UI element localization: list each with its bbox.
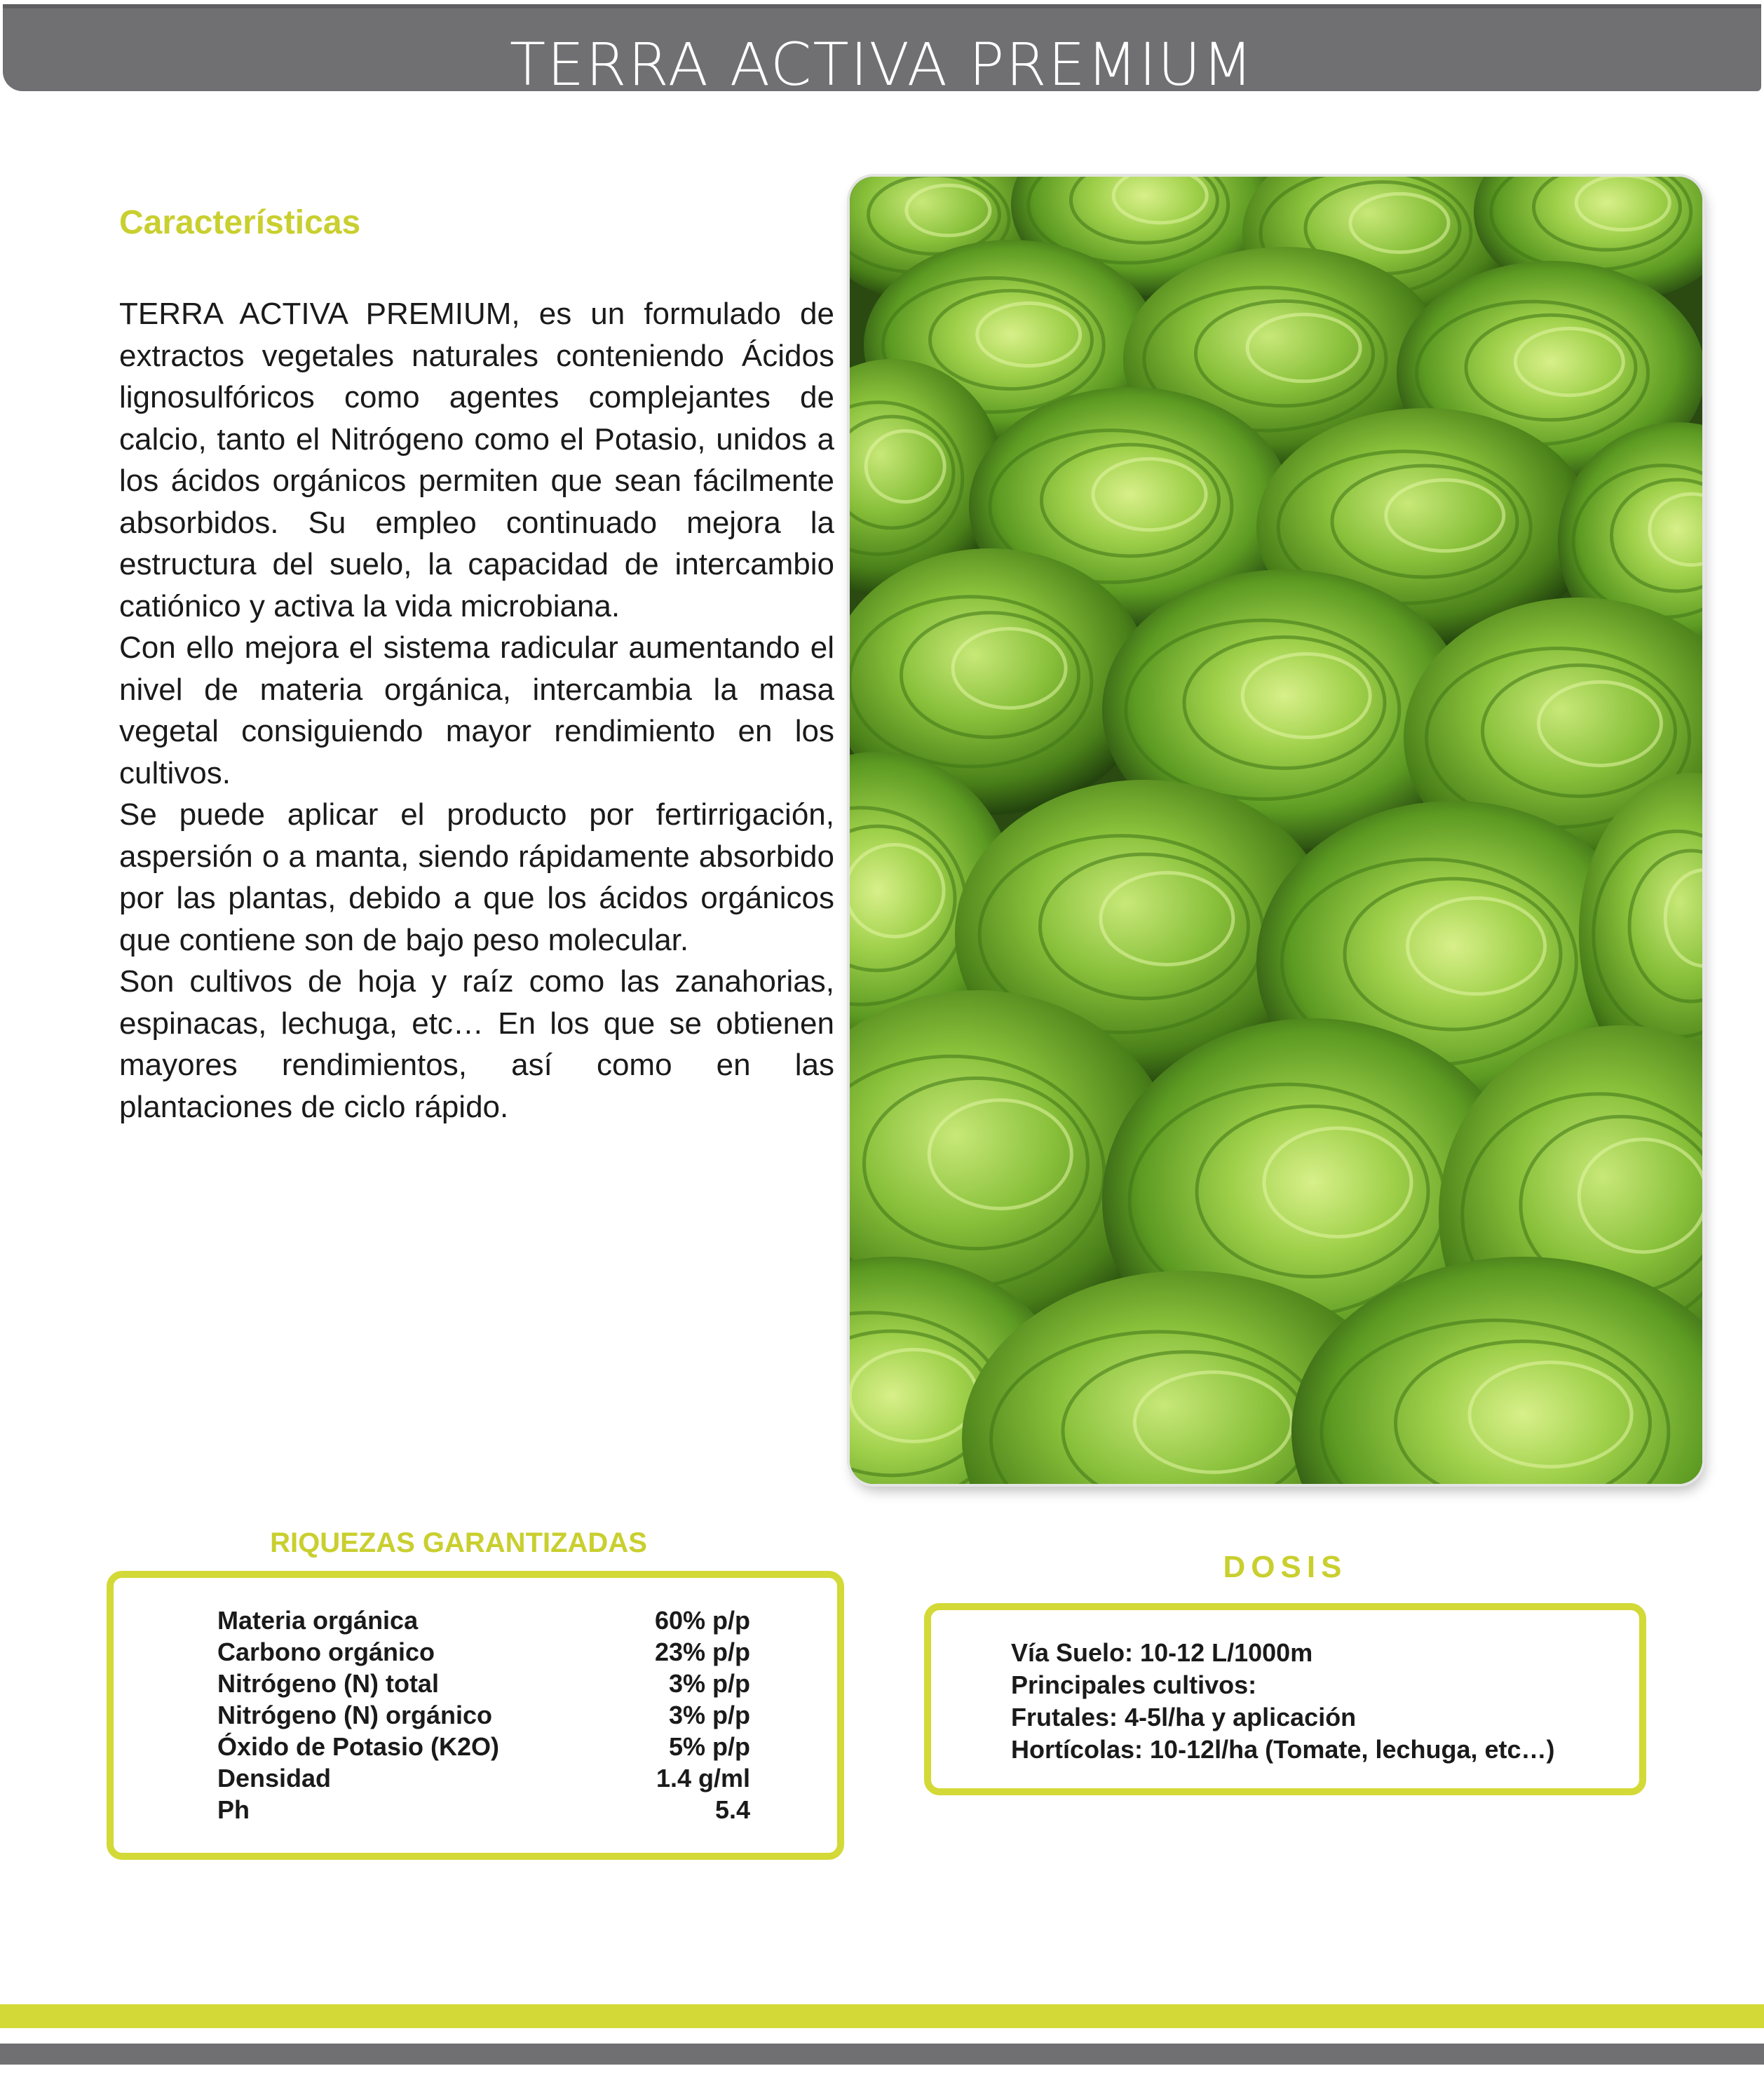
riqueza-label: Óxido de Potasio (K2O) [217, 1732, 500, 1761]
body-paragraph: Se puede aplicar el producto por fertirrigación, aspersión o a manta, siendo rápidamente absorbido por las plantas, debido a que los ácidos orgánicos que contiene son de bajo peso molecular. [119, 797, 834, 957]
riquezas-title: RIQUEZAS GARANTIZADAS [270, 1527, 647, 1558]
body-paragraph: TERRA ACTIVA PREMIUM, es un formulado de extractos vegetales naturales conteniendo Ácidos lignosulfóricos como agentes complejantes de calcio, tanto el Nitrógeno como el Potasio, unidos a los ácidos orgánicos permiten que sean fácilmente absorbidos. Su empleo continuado mejora la estructura del suelo, la capacidad de intercambio catiónico y activa la vida microbiana. [119, 297, 834, 623]
body-paragraph: Con ello mejora el sistema radicular aumentando el nivel de materia orgánica, intercambia la masa vegetal consiguiendo mayor rendimiento en los cultivos. [119, 630, 834, 790]
table-row [217, 1668, 750, 1699]
table-row [217, 1794, 750, 1825]
table-row [217, 1699, 750, 1731]
body-paragraph: Son cultivos de hoja y raíz como las zanahorias, espinacas, lechuga, etc… En los que se obtienen mayores rendimientos, así como en las plantaciones de ciclo rápido. [119, 964, 834, 1124]
lettuce-field-image [850, 177, 1702, 1484]
dosis-box [924, 1603, 1646, 1795]
dosis-line: Vía Suelo: 10-12 L/1000m [1011, 1638, 1313, 1667]
dosis-line: Frutales: 4-5l/ha y aplicación [1011, 1703, 1357, 1731]
riqueza-label: Materia orgánica [217, 1606, 419, 1635]
riqueza-value: 3% p/p [668, 1669, 750, 1698]
page-title: TERRA ACTIVA PREMIUM [509, 30, 1255, 99]
riqueza-label: Nitrógeno (N) orgánico [217, 1701, 492, 1729]
dosis-line: Principales cultivos: [1011, 1670, 1257, 1699]
riqueza-label: Densidad [217, 1764, 332, 1792]
footer-stripe-gray [0, 2044, 1764, 2065]
riqueza-label: Nitrógeno (N) total [217, 1669, 439, 1698]
table-row [217, 1762, 750, 1794]
riqueza-value: 60% p/p [654, 1606, 750, 1635]
riqueza-value: 1.4 g/ml [656, 1764, 750, 1792]
lettuce-field-photo [850, 177, 1702, 1484]
riquezas-box [107, 1571, 844, 1860]
dosis-title: DOSIS [1223, 1550, 1348, 1584]
riqueza-value: 5.4 [714, 1795, 750, 1824]
table-row [217, 1636, 750, 1668]
table-row [217, 1731, 750, 1762]
footer-stripe-yellow [0, 2004, 1764, 2028]
riqueza-label: Ph [217, 1795, 250, 1824]
header-banner [3, 8, 1761, 99]
riquezas-table [217, 1605, 750, 1825]
riqueza-value: 23% p/p [654, 1638, 750, 1666]
caracteristicas-heading: Características [119, 204, 361, 241]
riqueza-label: Carbono orgánico [217, 1638, 435, 1666]
table-row [217, 1605, 750, 1636]
caracteristicas-body [119, 293, 834, 1128]
riqueza-value: 5% p/p [668, 1732, 750, 1761]
dosis-line: Hortícolas: 10-12l/ha (Tomate, lechuga, etc…) [1011, 1735, 1555, 1764]
dosis-lines [1011, 1637, 1555, 1766]
riqueza-value: 3% p/p [668, 1701, 750, 1729]
